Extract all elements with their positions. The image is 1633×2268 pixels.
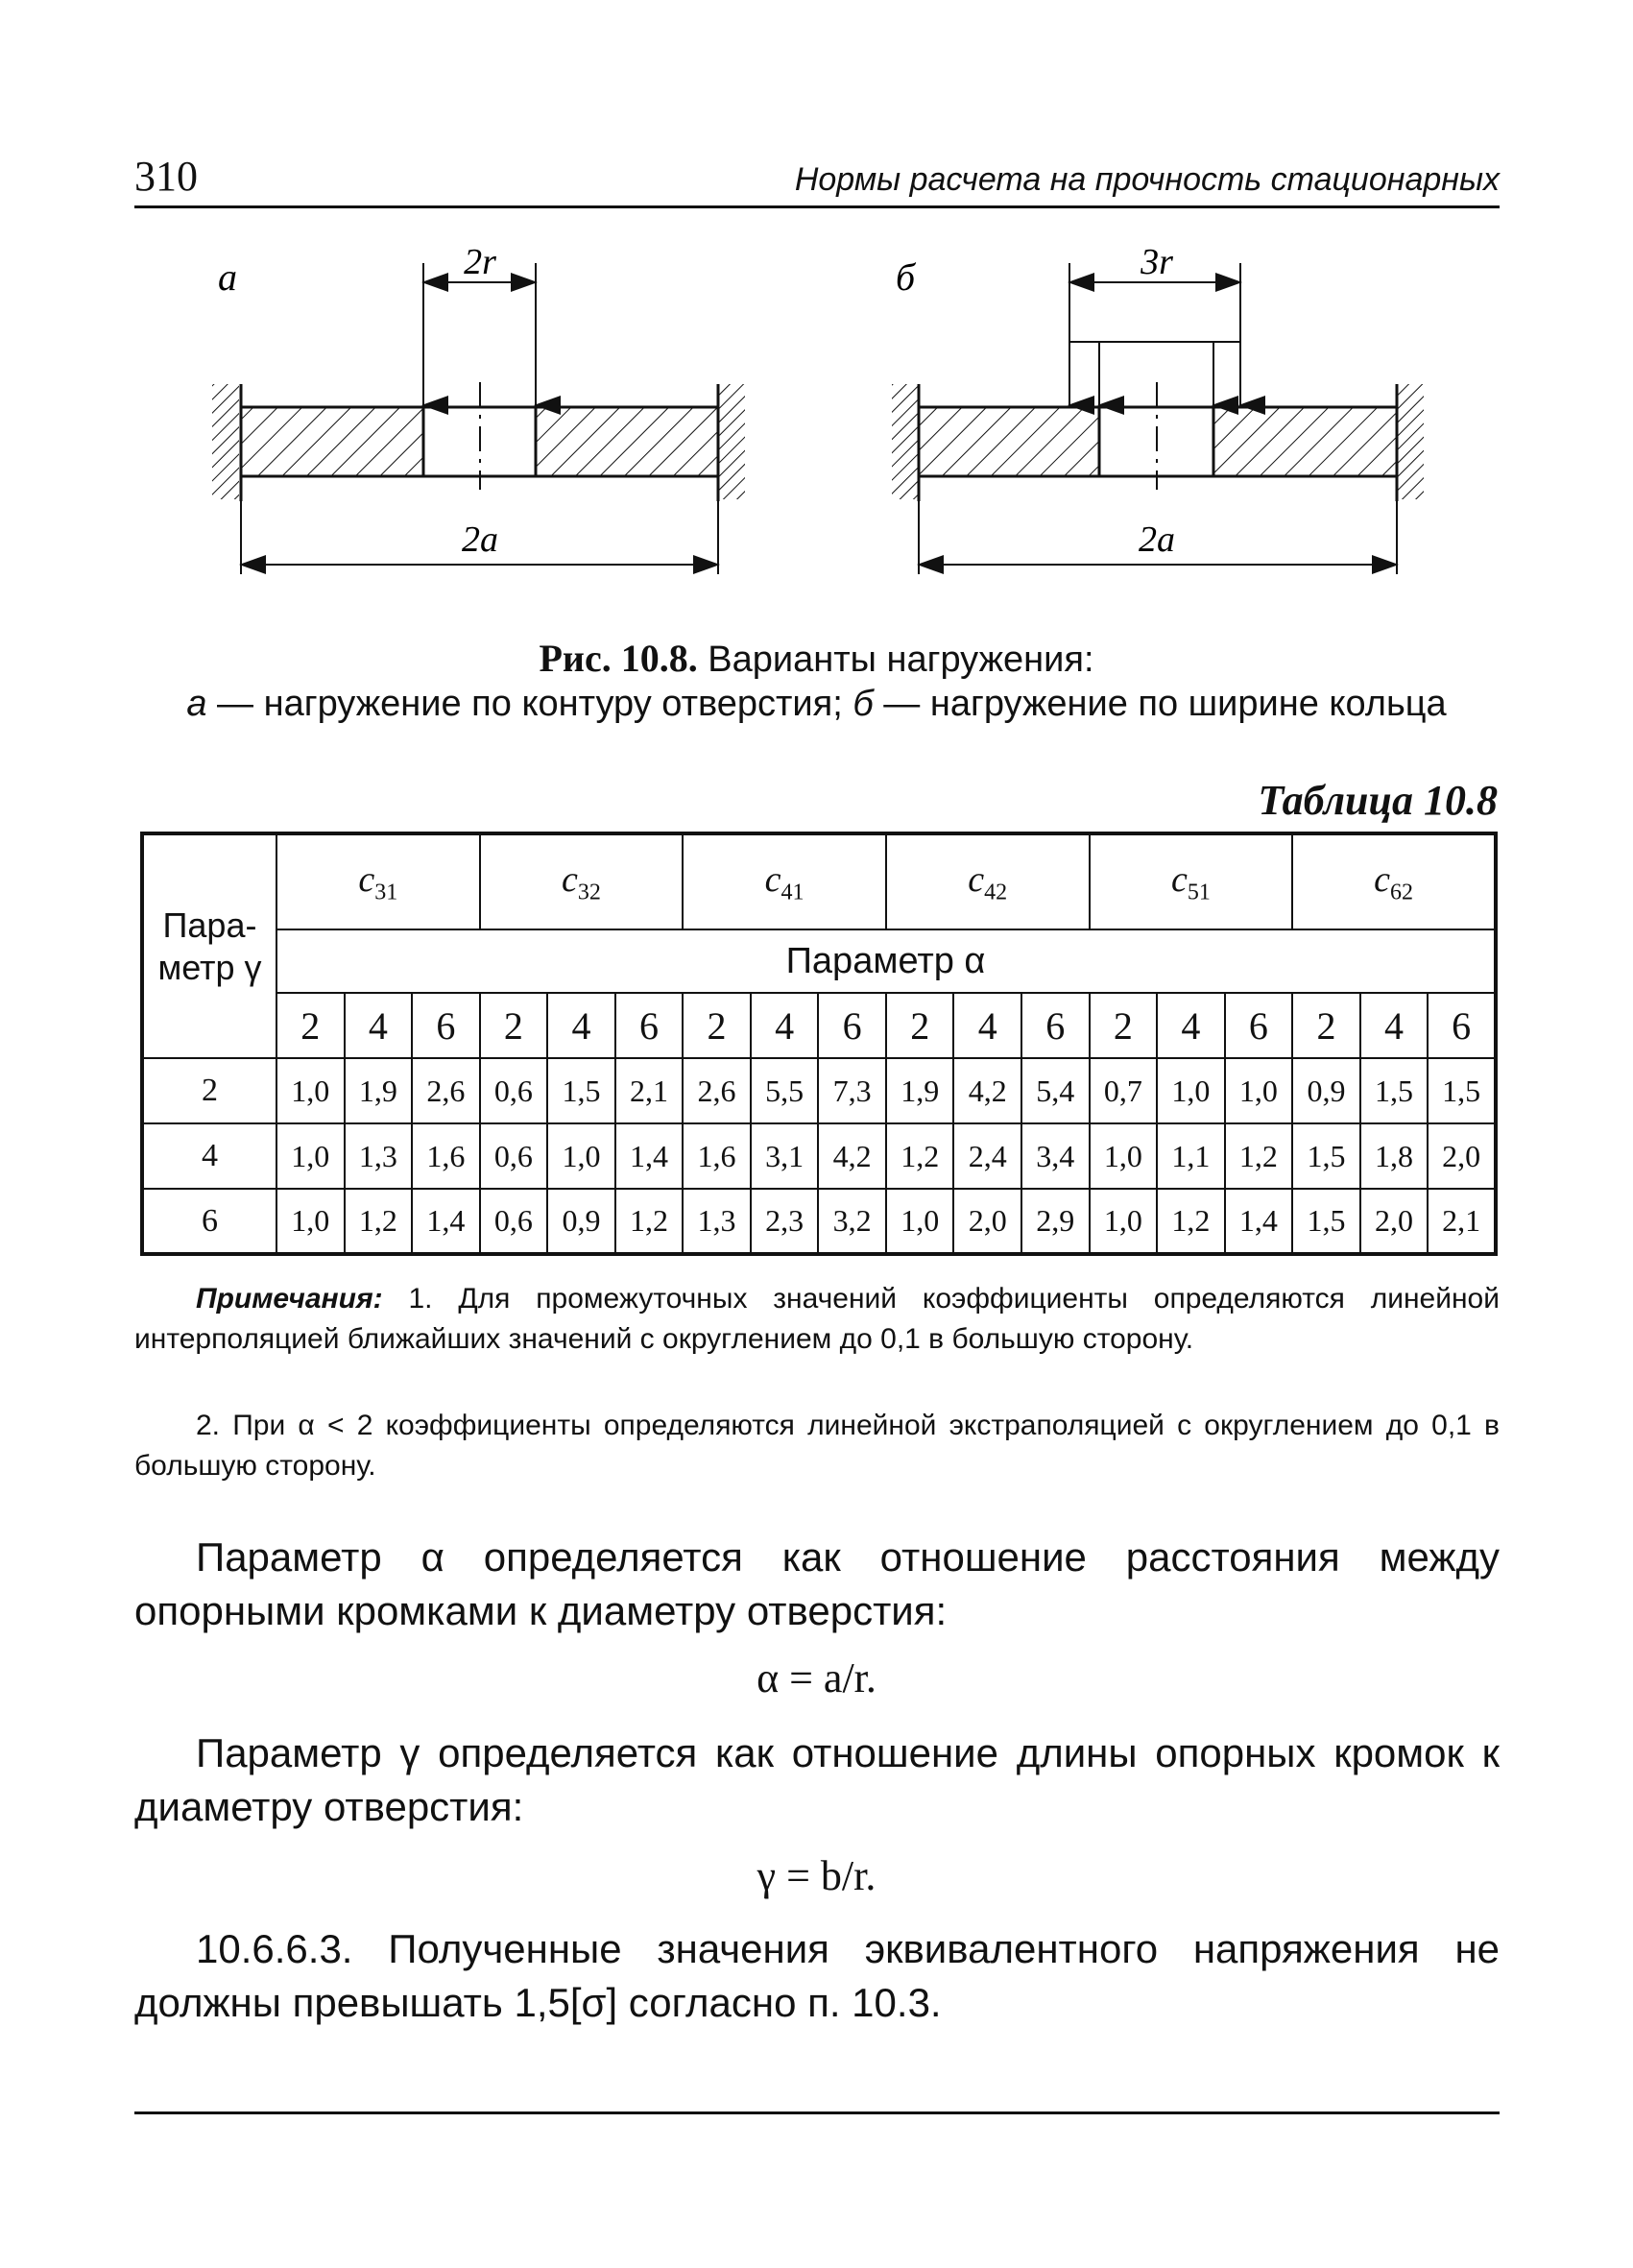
panel-b-letter: б: [896, 255, 916, 299]
table-cell: 2,3: [751, 1189, 819, 1254]
table-header-row-alpha-values: [142, 993, 1496, 1058]
coefficient-symbol: c: [1374, 858, 1391, 900]
alpha-value-cell: 2: [683, 993, 751, 1058]
table-cell: 0,6: [480, 1189, 548, 1254]
table-cell: 1,0: [1225, 1058, 1293, 1123]
figure-caption-label: Рис. 10.8.: [539, 637, 698, 680]
table-cell: 2,0: [1428, 1123, 1496, 1189]
table-cell: 2,6: [683, 1058, 751, 1123]
table-title: Таблица 10.8: [1258, 777, 1498, 824]
dim-2a-b-label: 2a: [1139, 519, 1175, 560]
coefficient-index: 32: [577, 880, 601, 905]
alpha-value-cell: 4: [345, 993, 413, 1058]
table-cell: 1,0: [276, 1123, 345, 1189]
table-cell: 1,0: [1090, 1189, 1158, 1254]
coefficient-header: [886, 833, 1090, 929]
note-1-text: 1. Для промежуточных значений коэффициенты определяются линейной интерполяцией ближайших значений с округлением до 0,1 в большую сторону.: [134, 1283, 1500, 1355]
figure-10-8: [0, 0, 1633, 615]
table-cell: 1,5: [1292, 1189, 1360, 1254]
gamma-value-cell: 4: [142, 1123, 276, 1189]
paragraph-10-6-6-3: 10.6.6.3. Полученные значения эквивалентного напряжения не должны превышать 1,5[σ] согласно п. 10.3.: [134, 1926, 1500, 2025]
table-cell: 1,8: [1360, 1123, 1429, 1189]
table-cell: 1,6: [683, 1123, 751, 1189]
table-row: [142, 1058, 1496, 1123]
coefficient-symbol: c: [1170, 858, 1188, 900]
table-cell: 5,4: [1021, 1058, 1090, 1123]
table-cell: 1,0: [276, 1189, 345, 1254]
formula-alpha: α = a/r.: [756, 1654, 877, 1701]
table-cell: 1,6: [412, 1123, 480, 1189]
plate-right-a: [536, 407, 718, 476]
caption-a-letter: а: [186, 684, 207, 724]
alpha-header-cell: Параметр α: [276, 929, 1496, 993]
table-cell: 1,0: [276, 1058, 345, 1123]
note-2: 2. При α < 2 коэффициенты определяются линейной экстраполяцией с округлением до 0,1 в большую сторону.: [134, 1410, 1500, 1482]
table-cell: 1,2: [1157, 1189, 1225, 1254]
alpha-value-cell: 6: [1021, 993, 1090, 1058]
table-cell: 3,1: [751, 1123, 819, 1189]
alpha-value-cell: 6: [615, 993, 684, 1058]
table-cell: 0,6: [480, 1058, 548, 1123]
coefficient-index: 42: [984, 880, 1008, 905]
coefficient-symbol: c: [358, 858, 375, 900]
table-cell: 1,0: [1090, 1123, 1158, 1189]
alpha-value-cell: 2: [276, 993, 345, 1058]
plate-left-b: [919, 407, 1099, 476]
note-1: [134, 1279, 1500, 1360]
table-cell: 1,3: [345, 1123, 413, 1189]
table-cell: 0,9: [547, 1189, 615, 1254]
table-cell: 7,3: [818, 1058, 886, 1123]
table-cell: 1,2: [1225, 1123, 1293, 1189]
table-cell: 1,5: [1292, 1123, 1360, 1189]
coefficient-header: [1292, 833, 1496, 929]
table-cell: 4,2: [953, 1058, 1021, 1123]
wall-right-b: [1397, 384, 1424, 499]
alpha-value-cell: 4: [547, 993, 615, 1058]
table-cell: 0,7: [1090, 1058, 1158, 1123]
coefficient-index: 41: [780, 880, 804, 905]
paragraph-alpha: Параметр α определяется как отношение расстояния между опорными кромками к диаметру отверстия:: [134, 1534, 1500, 1633]
alpha-value-cell: 4: [751, 993, 819, 1058]
coefficient-header: [276, 833, 480, 929]
alpha-value-cell: 2: [480, 993, 548, 1058]
table-cell: 0,6: [480, 1123, 548, 1189]
table-cell: 1,0: [547, 1123, 615, 1189]
coefficient-symbol: c: [968, 858, 985, 900]
plate-left-a: [241, 407, 423, 476]
figure-caption-line2: [0, 684, 1633, 725]
coefficient-header: [1090, 833, 1293, 929]
figure-caption-line1: [0, 636, 1633, 681]
notes-label: Примечания:: [196, 1283, 383, 1315]
table-cell: 1,2: [615, 1189, 684, 1254]
coefficient-symbol: c: [562, 858, 578, 900]
table-cell: 2,0: [1360, 1189, 1429, 1254]
dim-3r-label: 3r: [1141, 242, 1173, 282]
table-cell: 1,0: [886, 1189, 954, 1254]
table-cell: 1,4: [1225, 1189, 1293, 1254]
alpha-value-cell: 2: [1090, 993, 1158, 1058]
caption-b-letter: б: [853, 684, 874, 724]
coefficient-index: 62: [1390, 880, 1414, 905]
alpha-value-cell: 2: [886, 993, 954, 1058]
table-cell: 1,1: [1157, 1123, 1225, 1189]
alpha-value-cell: 6: [412, 993, 480, 1058]
table-cell: 2,6: [412, 1058, 480, 1123]
panel-a: [212, 242, 745, 574]
gamma-value-cell: 6: [142, 1189, 276, 1254]
panel-a-letter: а: [218, 255, 237, 299]
table-cell: 2,0: [953, 1189, 1021, 1254]
table-cell: 5,5: [751, 1058, 819, 1123]
gamma-header-cell: Пара- метр γ: [142, 833, 276, 1058]
table-cell: 1,5: [1360, 1058, 1429, 1123]
caption-a-text: — нагружение по контуру отверстия;: [206, 684, 853, 724]
table-cell: 1,5: [547, 1058, 615, 1123]
coefficient-index: 31: [374, 880, 398, 905]
alpha-value-cell: 4: [1157, 993, 1225, 1058]
caption-b-text: — нагружение по ширине кольца: [873, 684, 1447, 724]
table-header-row-alpha: [142, 929, 1496, 993]
table-row: [142, 1189, 1496, 1254]
alpha-value-cell: 6: [818, 993, 886, 1058]
plate-right-b: [1213, 407, 1397, 476]
table-cell: 1,3: [683, 1189, 751, 1254]
formula-gamma: γ = b/r.: [756, 1852, 877, 1899]
coefficient-header: [480, 833, 684, 929]
page-number: 310: [134, 153, 198, 200]
table-cell: 1,2: [886, 1123, 954, 1189]
table-cell: 2,1: [615, 1058, 684, 1123]
wall-left-b: [892, 384, 919, 499]
coefficient-symbol: c: [764, 858, 781, 900]
table-row: [142, 1123, 1496, 1189]
alpha-value-cell: 2: [1292, 993, 1360, 1058]
alpha-value-cell: 6: [1428, 993, 1496, 1058]
table-cell: 2,9: [1021, 1189, 1090, 1254]
panel-b: [892, 242, 1424, 574]
coefficients-table: [140, 832, 1498, 1256]
table-cell: 2,4: [953, 1123, 1021, 1189]
paragraph-gamma: Параметр γ определяется как отношение длины опорных кромок к диаметру отверстия:: [134, 1730, 1500, 1829]
coefficient-index: 51: [1187, 880, 1211, 905]
gamma-value-cell: 2: [142, 1058, 276, 1123]
table-cell: 0,9: [1292, 1058, 1360, 1123]
table-cell: 2,1: [1428, 1189, 1496, 1254]
table-cell: 4,2: [818, 1123, 886, 1189]
running-head: Нормы расчета на прочность стационарных: [794, 161, 1500, 198]
coefficient-header: [683, 833, 886, 929]
alpha-value-cell: 6: [1225, 993, 1293, 1058]
table-header-row-coefficients: [142, 833, 1496, 929]
table-cell: 1,4: [412, 1189, 480, 1254]
alpha-value-cell: 4: [1360, 993, 1429, 1058]
wall-right-a: [718, 384, 745, 499]
dim-2r-label: 2r: [464, 242, 496, 282]
table-cell: 3,2: [818, 1189, 886, 1254]
figure-caption-title: Варианты нагружения:: [697, 639, 1094, 680]
table-cell: 3,4: [1021, 1123, 1090, 1189]
table-cell: 1,9: [345, 1058, 413, 1123]
table-cell: 1,2: [345, 1189, 413, 1254]
table-cell: 1,0: [1157, 1058, 1225, 1123]
table-cell: 1,5: [1428, 1058, 1496, 1123]
table-cell: 1,9: [886, 1058, 954, 1123]
wall-left-a: [212, 384, 239, 499]
alpha-value-cell: 4: [953, 993, 1021, 1058]
footer-rule: [134, 2111, 1500, 2114]
table-cell: 1,4: [615, 1123, 684, 1189]
dim-2a-a-label: 2a: [462, 519, 498, 560]
